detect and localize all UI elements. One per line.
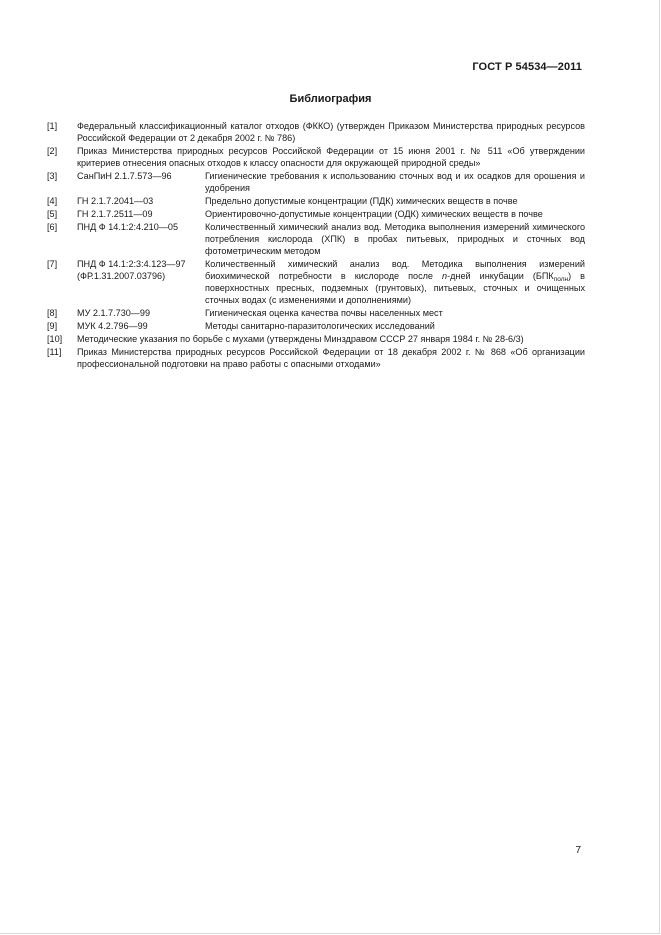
bibliography-entry-7: [47, 258, 585, 306]
entry-document-code: ГН 2.1.7.2041—03: [77, 196, 154, 206]
entry-description-subscript: полн: [553, 276, 569, 283]
entry-document-code: ГН 2.1.7.2511—09: [77, 209, 153, 219]
entry-description: Гигиенические требования к использованию сточных вод и их осадков для орошения и удобрения: [205, 171, 585, 193]
entry-number: [4]: [47, 196, 58, 206]
bibliography-entry-3: [47, 170, 585, 194]
entry-document-code-group: [77, 258, 205, 282]
entry-document-code: МУК 4.2.796—99: [77, 321, 148, 331]
entry-description-part-a: Количественный химический анализ вод. Методика выполнения измерений биохимической потребности в кислороде после: [205, 259, 585, 281]
entry-description-part-c: ) в поверхностных пресных, подземных (грунтовых), питьевых, сточных и очищенных сточных водах (с изменениями и дополнениями): [205, 271, 585, 305]
entry-number: [5]: [47, 209, 58, 219]
bibliography-entry-10: [47, 333, 585, 345]
entry-document-code: СанПиН 2.1.7.573—96: [77, 171, 172, 181]
bibliography-entry-5: [47, 208, 585, 220]
entry-number: [1]: [47, 121, 58, 131]
entry-number: [10]: [47, 334, 63, 344]
page-number: 7: [575, 845, 581, 856]
bibliography-entry-9: [47, 320, 585, 332]
entry-number: [9]: [47, 321, 58, 331]
entry-registration-code: (ФР.1.31.2007.03796): [77, 271, 166, 281]
entry-number: [2]: [47, 146, 58, 156]
bibliography-entry-8: [47, 307, 585, 319]
entry-document-code: ПНД Ф 14.1:2:4.210—05: [77, 222, 179, 232]
entry-description-italic-n: n: [442, 271, 448, 281]
bibliography-entry-11: [47, 346, 585, 370]
entry-description: Ориентировочно-допустимые концентрации (ОДК) химических веществ в почве: [205, 209, 543, 219]
bibliography-entry-2: [47, 145, 585, 169]
entry-description: Предельно допустимые концентрации (ПДК) химических веществ в почве: [205, 196, 518, 206]
entry-text: Приказ Министерства природных ресурсов Российской Федерации от 15 июня 2001 г. № 511 «Об утверждении критериев отнесения опасных отходов к классу опасности для окружающей природной среды»: [77, 146, 585, 168]
entry-number: [11]: [47, 347, 62, 357]
standard-code-header: ГОСТ Р 54534—2011: [472, 61, 582, 73]
entry-number: [3]: [47, 171, 58, 181]
entry-number: [6]: [47, 222, 58, 232]
bibliography-entry-4: [47, 195, 585, 207]
entry-number: [7]: [47, 259, 58, 269]
entry-text: Приказ Министерства природных ресурсов Российской Федерации от 18 декабря 2002 г. № 868 «Об организации профессиональной подготовки на право работы с опасными отходами»: [77, 347, 585, 369]
entry-document-code: ПНД Ф 14.1:2:3:4.123—97: [77, 259, 186, 269]
entry-description: Методы санитарно-паразитологических исследований: [205, 321, 435, 331]
entry-document-code: МУ 2.1.7.730—99: [77, 308, 151, 318]
bibliography-entry-6: [47, 221, 585, 257]
entry-description-part-b: -дней инкубации (БПК: [447, 271, 554, 281]
bibliography-entry-1: [47, 120, 585, 144]
entry-number: [8]: [47, 308, 58, 318]
bibliography-list: [47, 120, 585, 371]
entry-text: Федеральный классификационный каталог отходов (ФККО) (утвержден Приказом Министерства природных ресурсов Российской Федерации от 2 декабря 2002 г. № 786): [77, 121, 585, 143]
entry-description: Гигиеническая оценка качества почвы населенных мест: [205, 308, 443, 318]
entry-description: Количественный химический анализ вод. Методика выполнения измерений химического потребления кислорода (ХПК) в пробах питьевых, природных и сточных вод фотометрическим методом: [205, 222, 585, 256]
section-title: Библиография: [289, 93, 372, 105]
entry-text: Методические указания по борьбе с мухами (утверждены Минздравом СССР 27 января 1984 г. № 28-6/3): [77, 334, 524, 344]
entry-description: [205, 258, 585, 306]
